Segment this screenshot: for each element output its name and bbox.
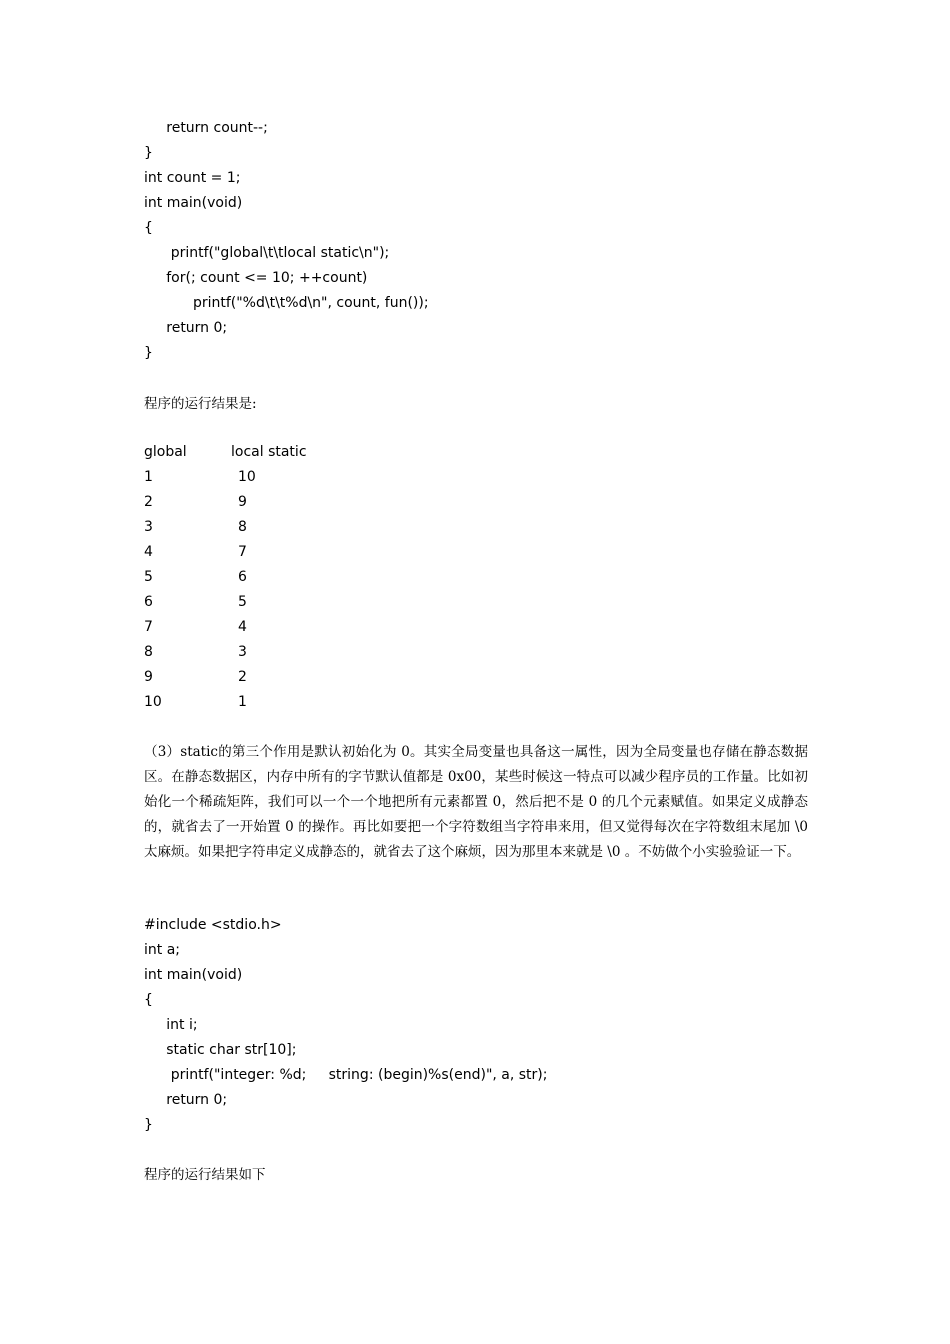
table-cell-global: 3 (144, 519, 153, 535)
table-cell-local: 8 (238, 519, 247, 535)
table-cell-global: 5 (144, 569, 153, 585)
code-line: return 0; (144, 320, 228, 336)
code-line: static char str[10]; (144, 1042, 297, 1058)
table-cell-local: 9 (238, 494, 247, 510)
table-cell-global: 9 (144, 669, 153, 685)
table-cell-global: 1 (144, 469, 153, 485)
code-line: int main(void) (144, 967, 243, 983)
table-cell-local: 1 (238, 694, 247, 710)
table-header-left: global (144, 444, 187, 460)
table-cell-local: 7 (238, 544, 247, 560)
code-line: int count = 1; (144, 170, 241, 186)
code-line: for(; count <= 10; ++count) (144, 270, 368, 286)
code-line: int a; (144, 942, 180, 958)
code-line: } (144, 1117, 153, 1133)
code-line: printf("integer: %d; string: (begin)%s(end)", a, str); (144, 1067, 548, 1083)
code-line: { (144, 220, 153, 236)
table-cell-global: 10 (144, 694, 162, 710)
code-line: return count--; (144, 120, 268, 136)
table-cell-global: 2 (144, 494, 153, 510)
paragraph-static-default-init: （3）static的第三个作用是默认初始化为 0。其实全局变量也具备这一属性，因为全局变量也存储在静态数据区。在静态数据区，内存中所有的字节默认值都是 0x00，某些时候这一特点可以减少程序员的工作量。比如初始化一个稀疏矩阵，我们可以一个一个地把所有元素都置 0，然后把不是 0 的几个元素赋值。如果定义成静态的，就省去了一开始置 0 的操作。再比如要把一个字符数组当字符串来用，但又觉得每次在字符数组末尾加 \0 太麻烦。如果把字符串定义成静态的，就省去了这个麻烦，因为那里本来就是 \0 。不妨做个小实验验证一下。 (144, 744, 808, 860)
code-line: return 0; (144, 1092, 228, 1108)
table-cell-local: 2 (238, 669, 247, 685)
code-line: printf("%d\t\t%d\n", count, fun()); (144, 295, 429, 311)
table-cell-local: 10 (238, 469, 256, 485)
result-label: 程序的运行结果是: (144, 396, 257, 412)
result-label: 程序的运行结果如下 (144, 1167, 266, 1183)
code-line: int i; (144, 1017, 198, 1033)
table-cell-global: 6 (144, 594, 153, 610)
table-cell-local: 3 (238, 644, 247, 660)
code-line: printf("global\t\tlocal static\n"); (144, 245, 390, 261)
table-cell-local: 4 (238, 619, 247, 635)
table-cell-global: 7 (144, 619, 153, 635)
code-line: { (144, 992, 153, 1008)
table-header-right: local static (231, 444, 307, 460)
table-cell-local: 6 (238, 569, 247, 585)
table-cell-global: 8 (144, 644, 153, 660)
code-line: #include <stdio.h> (144, 917, 282, 933)
code-line: } (144, 345, 153, 361)
table-cell-global: 4 (144, 544, 153, 560)
code-line: int main(void) (144, 195, 243, 211)
code-line: } (144, 145, 153, 161)
table-cell-local: 5 (238, 594, 247, 610)
